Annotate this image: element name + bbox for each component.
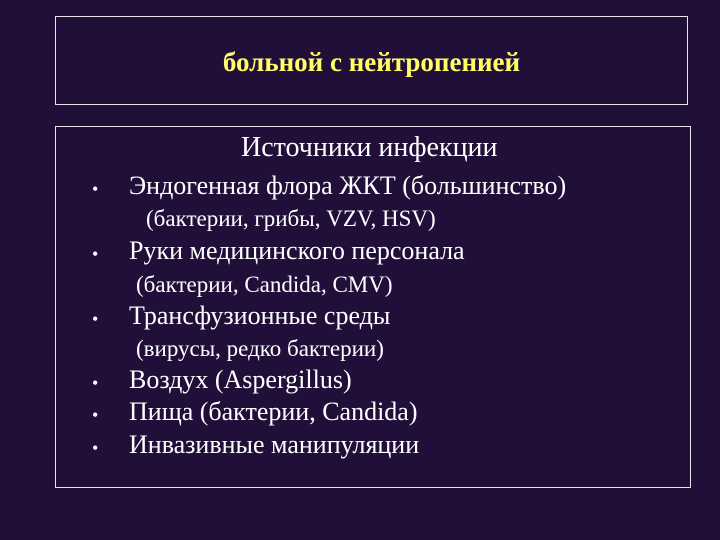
list-item-staff-hands: Руки медицинского персонала bbox=[129, 236, 465, 265]
list-item-food: Пища (бактерии, Candida) bbox=[129, 397, 418, 426]
list-item-invasive: Инвазивные манипуляции bbox=[129, 430, 420, 459]
slide-title: больной с нейтропенией bbox=[222, 47, 521, 77]
title-box bbox=[55, 16, 688, 105]
bullet-marker: • bbox=[92, 244, 99, 264]
list-item-staff-hands-detail: (бактерии, Candida, CMV) bbox=[136, 272, 393, 297]
bullet-marker: • bbox=[92, 179, 99, 199]
list-item-air: Воздух (Aspergillus) bbox=[129, 365, 352, 394]
bullet-marker: • bbox=[92, 438, 99, 458]
list-item-gi-flora-detail: (бактерии, грибы, VZV, HSV) bbox=[146, 206, 436, 231]
list-item-transfusion: Трансфузионные среды bbox=[129, 301, 391, 330]
bullet-marker: • bbox=[92, 373, 99, 393]
bullet-marker: • bbox=[92, 309, 99, 329]
bullet-marker: • bbox=[92, 405, 99, 425]
list-item-transfusion-detail: (вирусы, редко бактерии) bbox=[136, 336, 384, 361]
content-heading: Источники инфекции bbox=[241, 132, 498, 163]
list-item-gi-flora: Эндогенная флора ЖКТ (большинство) bbox=[129, 171, 567, 200]
